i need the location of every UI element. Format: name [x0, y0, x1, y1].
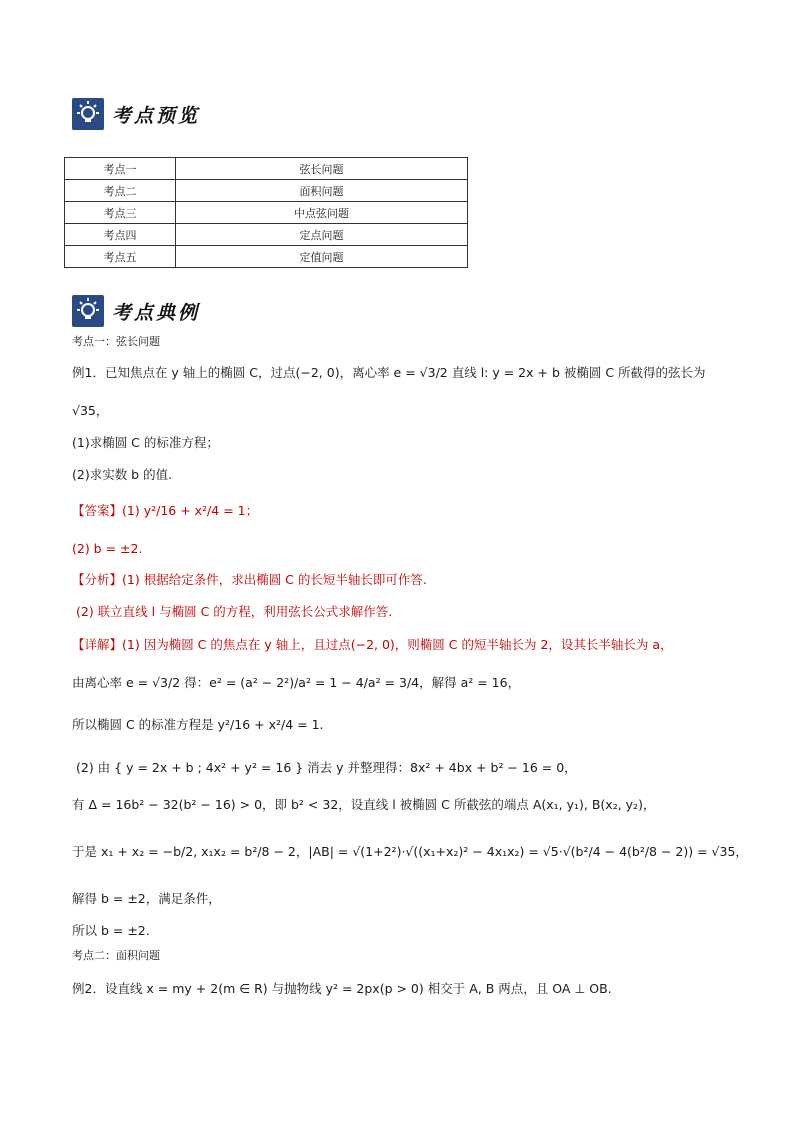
table-cell-key: 考点二	[65, 180, 176, 202]
answer-line-1	[72, 502, 258, 520]
examples-header	[72, 295, 200, 327]
table-cell-key: 考点一	[65, 158, 176, 180]
detail-7: 解得 b = ±2，满足条件，	[72, 891, 221, 906]
lightbulb-icon	[72, 98, 104, 130]
answer-label: 【答案】	[72, 503, 123, 518]
table-row	[65, 224, 468, 246]
table-row	[65, 180, 468, 202]
table-cell-topic: 中点弦问题	[176, 202, 468, 224]
answer-2: (2) b = ±2.	[72, 541, 143, 556]
table-row	[65, 202, 468, 224]
example-1-intro: 例1．已知焦点在 y 轴上的椭圆 C，过点(−2, 0)，离心率 e = √3/2 直线 l: y = 2x + b 被椭圆 C 所截得的弦长为	[72, 365, 706, 380]
table-cell-topic: 面积问题	[176, 180, 468, 202]
detail-label: 【详解】	[72, 637, 123, 652]
table-row	[65, 158, 468, 180]
detail-8: 所以 b = ±2.	[72, 923, 150, 938]
overview-table	[64, 157, 468, 268]
table-cell-topic: 定值问题	[176, 246, 468, 268]
example-1-tail: √35，	[72, 403, 109, 418]
section-title: 考点典例	[112, 301, 201, 324]
table-cell-key: 考点三	[65, 202, 176, 224]
topic-heading: 考点一：弦长问题	[72, 335, 160, 348]
analysis-2: (2) 联立直线 l 与椭圆 C 的方程，利用弦长公式求解作答.	[76, 604, 393, 619]
preview-header	[72, 98, 200, 130]
table-cell-key: 考点五	[65, 246, 176, 268]
detail-line-1	[72, 636, 673, 654]
detail-5: 有 Δ = 16b² − 32(b² − 16) > 0，即 b² < 32，设直线 l 被椭圆 C 所截弦的端点 A(x₁, y₁), B(x₂, y₂)，	[72, 797, 656, 812]
table-row	[65, 246, 468, 268]
example-2: 例2．设直线 x = my + 2(m ∈ R) 与抛物线 y² = 2px(p > 0) 相交于 A, B 两点，且 OA ⊥ OB.	[72, 981, 612, 996]
analysis-label: 【分析】	[72, 572, 123, 587]
analysis-1: (1) 根据给定条件，求出椭圆 C 的长短半轴长即可作答.	[122, 572, 427, 587]
section-title: 考点预览	[112, 104, 201, 127]
question-2: (2)求实数 b 的值.	[72, 467, 173, 482]
topic-heading-2: 考点二：面积问题	[72, 949, 160, 962]
analysis-line-1	[72, 571, 427, 589]
detail-1: (1) 因为椭圆 C 的焦点在 y 轴上，且过点(−2, 0)，则椭圆 C 的短半轴长为 2，设其长半轴长为 a，	[122, 637, 673, 652]
table-cell-topic: 弦长问题	[176, 158, 468, 180]
detail-4: (2) 由 { y = 2x + b ; 4x² + y² = 16 } 消去 y 并整理得：8x² + 4bx + b² − 16 = 0，	[76, 760, 577, 775]
table-cell-topic: 定点问题	[176, 224, 468, 246]
answer-1: (1) y²/16 + x²/4 = 1；	[122, 503, 259, 518]
detail-2: 由离心率 e = √3/2 得：e² = (a² − 2²)/a² = 1 − 4/a² = 3/4，解得 a² = 16，	[72, 675, 521, 690]
detail-3: 所以椭圆 C 的标准方程是 y²/16 + x²/4 = 1.	[72, 717, 324, 732]
lightbulb-icon	[72, 295, 104, 327]
table-cell-key: 考点四	[65, 224, 176, 246]
detail-6: 于是 x₁ + x₂ = −b/2, x₁x₂ = b²/8 − 2，|AB| = √(1+2²)·√((x₁+x₂)² − 4x₁x₂) = √5·√(b²/4 − 4(b²/8 − 2)) = √35，	[72, 844, 748, 859]
question-1: (1)求椭圆 C 的标准方程；	[72, 435, 219, 450]
